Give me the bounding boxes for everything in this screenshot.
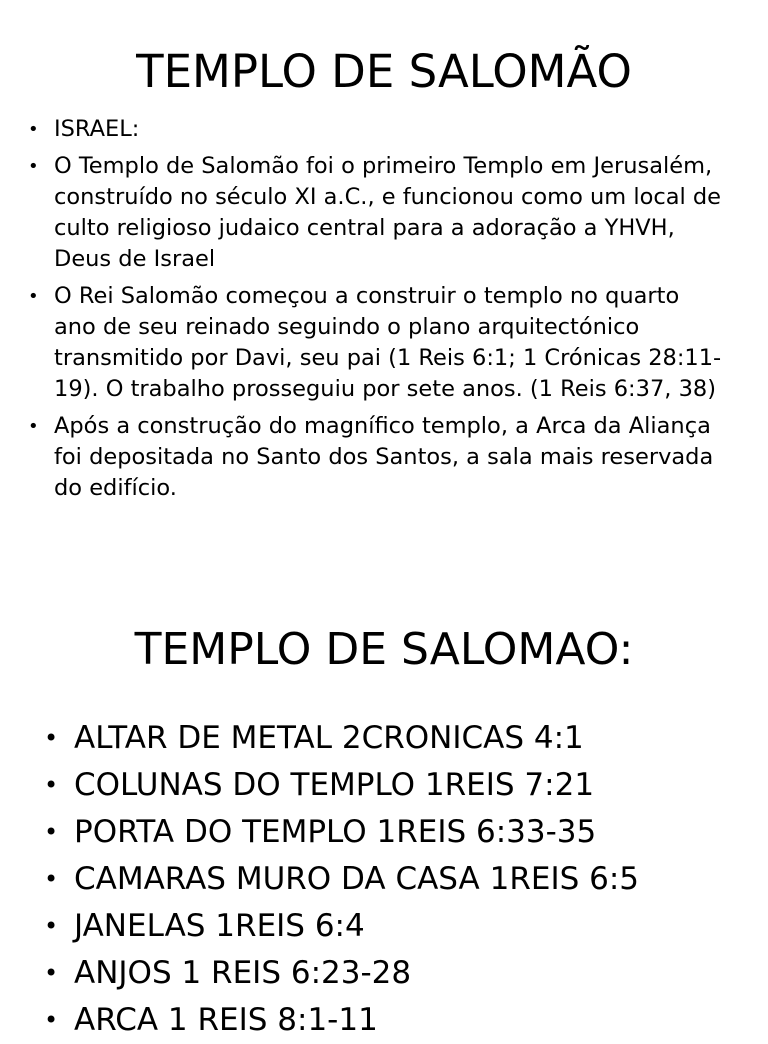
- bullet-text: O Rei Salomão começou a construir o templo no quarto ano de seu reinado seguindo o plano arquitectónico transmitido por Davi, seu pai (1 Reis 6:1; 1 Crónicas 28:11-19). O trabalho prosseguiu por sete anos. (1 Reis 6:37, 38): [54, 283, 722, 402]
- slide-2-title: TEMPLO DE SALOMAO:: [134, 624, 634, 675]
- bullet-text: COLUNAS DO TEMPLO 1REIS 7:21: [74, 767, 595, 803]
- slide-1-bullet-list: [28, 114, 728, 510]
- bullet-text: O Templo de Salomão foi o primeiro Templo em Jerusalém, construído no século XI a.C., e funcionou como um local de culto religioso judaico central para a adoração a YHVH, Deus de Israel: [54, 153, 722, 272]
- bullet-dot-icon: •: [44, 959, 59, 987]
- slide-1-title: TEMPLO DE SALOMÃO: [136, 45, 632, 98]
- bullet-dot-icon: •: [44, 724, 59, 752]
- bullet-item: [44, 762, 744, 809]
- bullet-item: [28, 114, 728, 145]
- bullet-dot-icon: •: [44, 912, 59, 940]
- bullet-item: [28, 411, 728, 504]
- bullet-dot-icon: •: [44, 865, 59, 893]
- bullet-text: ANJOS 1 REIS 6:23-28: [74, 955, 412, 991]
- bullet-item: [28, 281, 728, 405]
- bullet-item: [44, 950, 744, 997]
- bullet-dot-icon: •: [28, 119, 39, 140]
- bullet-dot-icon: •: [44, 771, 59, 799]
- bullet-dot-icon: •: [28, 286, 39, 307]
- bullet-item: [44, 856, 744, 903]
- bullet-text: ISRAEL:: [54, 116, 140, 142]
- bullet-dot-icon: •: [28, 416, 39, 437]
- bullet-item: [44, 903, 744, 950]
- bullet-text: Após a construção do magnífico templo, a Arca da Aliança foi depositada no Santo dos Santos, a sala mais reservada do edifício.: [54, 413, 714, 501]
- bullet-text: CAMARAS MURO DA CASA 1REIS 6:5: [74, 861, 640, 897]
- bullet-item: [44, 809, 744, 856]
- bullet-item: [44, 997, 744, 1044]
- bullet-text: JANELAS 1REIS 6:4: [74, 908, 365, 944]
- bullet-item: [28, 151, 728, 275]
- bullet-dot-icon: •: [44, 818, 59, 846]
- bullet-dot-icon: •: [44, 1006, 59, 1034]
- slide-2-bullet-list: [44, 715, 744, 1044]
- bullet-text: ARCA 1 REIS 8:1-11: [74, 1002, 378, 1038]
- bullet-text: PORTA DO TEMPLO 1REIS 6:33-35: [74, 814, 597, 850]
- bullet-text: ALTAR DE METAL 2CRONICAS 4:1: [74, 720, 584, 756]
- bullet-dot-icon: •: [28, 156, 39, 177]
- bullet-item: [44, 715, 744, 762]
- slide-2: [0, 580, 768, 1038]
